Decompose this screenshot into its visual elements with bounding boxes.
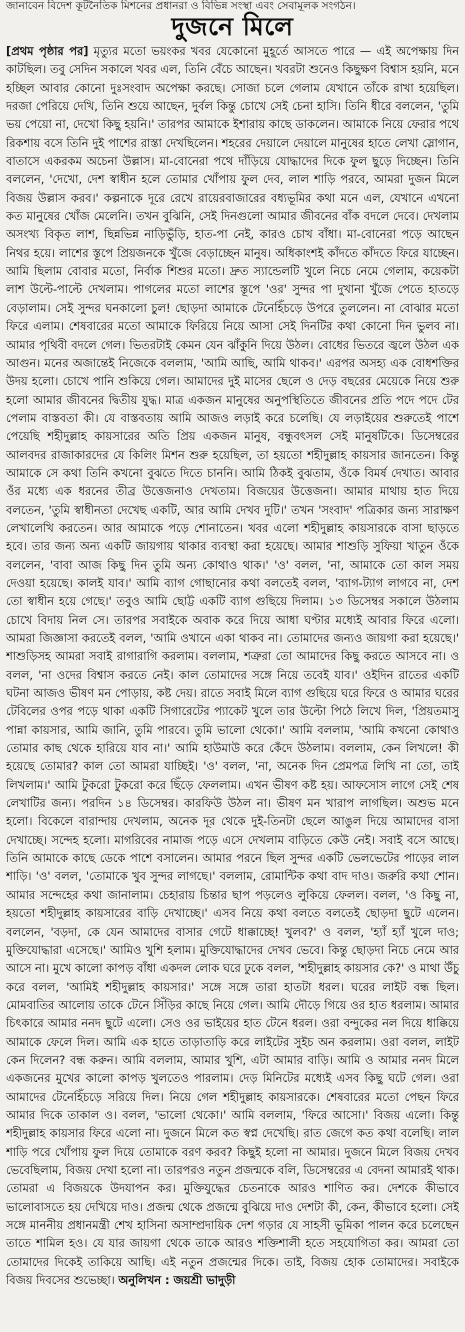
previous-article-fragment: জানাবেন বিদেশ কূটনৈতিক মিশনের প্রধানরা ও বিভিন্ন সংস্থা এবং সেবামূলক সংগঠন। (6, 0, 356, 12)
article-headline: দুজনে মিলে (171, 12, 294, 41)
continued-from-front-page-label: [প্রথম পৃষ্ঠার পর] (6, 44, 89, 58)
article-body (6, 42, 459, 1328)
article-byline: অনুলিখন : জয়শ্রী ভাদুড়ী (118, 1273, 236, 1288)
article-text: মৃত্যুর মতো ভয়ংকর খবর যেকোনো মুহূর্তে আসতে পারে — এই অপেক্ষায় দিন কাটছিল। তবু সেদিন সকালে খবর এল, তিনি বেঁচে আছেন। খবরটা শুনেও কিছুক্ষণ বিশ্বাস হয়নি, মনে হচ্ছিল আবার কোনো দুঃসংবাদ অপেক্ষা করছে। সোজা চলে গেলাম যেখানে তাঁকে রাখা হয়েছিল। দরজা পেরিয়ে দেখি, তিনি শুয়ে আছেন, দুর্বল কিন্তু চোখে সেই চেনা হাসি। তিনি ধীরে বললেন, 'তুমি ভয় পেয়ো না, দেখো কিছু হয়নি।' তারপর আমাকে ইশারায় কাছে ডাকলেন। আমাকে নিয়ে ফেরার পথে রিকশায় বসে তিনি দুই পাশের রাস্তা দেখছিলেন। শহরের দেয়ালে দেয়ালে মানুষের হাতে লেখা স্লোগান, বাতাসে একরকম অচেনা উল্লাস। মা-বোনেরা পথে দাঁড়িয়ে যোদ্ধাদের দিকে ফুল ছুড়ে দিচ্ছেন। তিনি বললেন, 'দেখো, দেশ স্বাধীন হলে তোমার খোঁপায় ফুল দেব, লাল শাড়ি পরবে, আমরা দুজন মিলে বিজয় উল্লাস করব।' কল্পনাকে দূরে রেখে রায়েরবাজারের বধ্যভূমির কথা মনে এল, যেখানে এখনো কত মানুষের খোঁজ মেলেনি। তখন বুঝিনি, সেই দিনগুলো আমার জীবনের বাঁক বদলে দেবে। দেখলাম অসংখ্য বিকৃত লাশ, ছিন্নভিন্ন নাড়িভুঁড়ি, হাত-পা নেই, কারও চোখ বাঁধা। মা-বোনেরা পড়ে আছেন নিথর হয়ে। লাশের স্তূপে প্রিয়জনকে খুঁজে বেড়াচ্ছেন মানুষ। অধিকাংশই কাঁদতে কাঁদতে ফিরে যাচ্ছেন। আমি ছিলাম বোবার মতো, নির্বাক শিশুর মতো। দ্রুত স্যান্ডেলটি খুলে নিচে নেমে গেলাম, কয়েকটা লাশ উল্টে-পাল্টে দেখলাম। পাগলের মতো লাশের স্তূপে 'ওর' সুন্দর পা দুখানা খুঁজে পেতে হাতড়ে বেড়ালাম। সেই সুন্দর ঘনকালো চুল! ছোড়দা আমাকে টেনেহিঁচড়ে উপরে তুললেন। না বোঝার মতো ফিরে এলাম। শেষবারের মতো আমাকে ফিরিয়ে নিয়ে আসা সেই দিনটির কথা কোনো দিন ভুলব না। আমার পৃথিবী বদলে গেল। ভিতরটাই কেমন যেন ঝাঁকুনি দিয়ে উঠল। বোধের ভিতরে জ্বলে উঠল এক আগুন। মনের অজান্তেই নিজেকে বললাম, 'আমি আছি, আমি থাকব।' এরপর অসহ্য এক বোধশক্তির উদয় হলো। চোখে পানি শুকিয়ে গেল। আমাদের দুই মাসের ছেলে ও দেড় বছরের মেয়েকে নিয়ে শুরু হলো আমার জীবনের দ্বিতীয় যুদ্ধ। মাত্র একজন মানুষের অনুপস্থিতিতে জীবনের প্রতি পদে পদে টের পেলাম বাস্তবতা কী। যে বাস্তবতায় আমি আজও লড়াই করে চলেছি। যে লড়াইয়ের শুরুতেই পাশে পেয়েছি শহীদুল্লাহ কায়সারের অতি প্রিয় একজন মানুষ, বন্ধুবৎসল সেই মানুষটিকে। ডিসেম্বরের আলবদর রাজাকারদের যে কিলিং মিশন শুরু হয়েছিল, তা হয়তো শহীদুল্লাহ কায়সার জানতেন। কিন্তু আমাকে সে কথা তিনি কখনো বুঝতে দিতে চাননি। আমি ঠিকই বুঝতাম, ওঁকে বিমর্ষ দেখাত। আবার ওঁর মধ্যে এক ধরনের তীব্র উত্তেজনাও দেখতাম। বিজয়ের উত্তেজনা। আমার মাথায় হাত দিয়ে বলতেন, 'তুমি স্বাধীনতা দেখেছ একটি, আর আমি দেখব দুটি।' তখন 'সংবাদ' পত্রিকার জন্য সারাক্ষণ লেখালেখি করতেন। আর আমাকে পড়ে শোনাতেন। খবর এলো শহীদুল্লাহ কায়সারকে বাসা ছাড়তে হবে। তার জন্য অন্য একটি জায়গায় থাকার ব্যবস্থা করা হয়েছে। আমার শাশুড়ি সুফিয়া খাতুন ওঁকে বললেন, 'বাবা আজ কিছু দিন তুমি অন্য কোথাও থাক।' 'ও' বলল, 'না, আমাকে তো কাল সময় দেওয়া হয়েছে। কালই যাব।' আমি ব্যাগ গোছানোর কথা বলতেই বলল, 'ব্যাগ-ট্যাগ লাগবে না, দেশ তো স্বাধীন হয়ে গেছে।' তবুও আমি ছোট্ট একটি ব্যাগ গুছিয়ে দিলাম। ১৩ ডিসেম্বর সকালে উঠলাম চোখে বিদায় নিল সে। তারপর সবাইকে অবাক করে দিয়ে আধা ঘণ্টার মধ্যেই আবার ফিরে এলো। আমরা জিজ্ঞাসা করতেই বলল, 'আমি ওখানে একা থাকব না। তোমাদের জন্যও জায়গা করা হয়েছে।' শাশুড়িসহ আমরা সবাই রাগারাগি করলাম। বললাম, শত্রুরা তো আমাদের কিছু করতে আসবে না। ও বলল, 'না ওদের বিশ্বাস করতে নেই। কাল তোমাদের সঙ্গে নিয়ে তবেই যাব।' ওইদিন রাতের একটি ঘটনা আজও ভীষণ মন পোড়ায়, কষ্ট দেয়। রাতে সবাই মিলে ব্যাগ গুছিয়ে ঘরে ফিরে ও আমার ঘরের টেবিলের ওপর পড়ে থাকা একটি সিগারেটের প্যাকেট খুলে তার উল্টো পিঠে লিখে দিল, 'প্রিয়তমাসু পান্না কায়সার, আমি জানি, তুমি পারবে। তুমি ভালো থেকো।' আমি বললাম, 'আমি কখনো কোথাও তোমার কাছ থেকে হারিয়ে যাব না।' আমি হাউমাউ করে কেঁদে উঠলাম। বললাম, কেন লিখলে! কী হয়েছে তোমার? কাল তো আমরা যাচ্ছিই। 'ও' বলল, 'না, অনেক দিন প্রেমপত্র লিখি না তো, তাই লিখলাম।' আমি টুকরো টুকরো করে ছিঁড়ে ফেললাম। এখন ভীষণ কষ্ট হয়। আফসোস লাগে সেই শেষ লেখাটির জন্য। পরদিন ১৪ ডিসেম্বর। কারফিউ উঠল না। ভীষণ মন খারাপ লাগছিল। অশুভ মনে হলো। বিকেলে বারান্দায় দেখলাম, অনেক দূর থেকে দুই-তিনটা ছেলে আঙুল দিয়ে আমাদের বাসা দেখাচ্ছে। সন্দেহ হলো। মাগরিবের নামাজ পড়ে এসে দেখলাম বাড়িতে কেউ নেই। সবাই বসে আছে। তিনি আমাকে কাছে ডেকে পাশে বসালেন। আমার পরনে ছিল সুন্দর একটি ভেলভেটের পাড়ের লাল শাড়ি। 'ও' বলল, 'তোমাকে খুব সুন্দর লাগছে।' বললাম, রোমান্টিক কথা বাদ দাও। জরুরি কথা শোন। আমার সন্দেহের কথা জানালাম। চেহারায় চিন্তার ছাপ পড়লেও লুকিয়ে ফেলল। বলল, 'ও কিছু না, হয়তো শহীদুল্লাহ কায়সারের বাড়ি দেখাচ্ছে।' এসব নিয়ে কথা বলতে বলতেই ছোড়দা ছুটে এলেন। বললেন, 'বড়দা, কে যেন আমাদের বাসার গেটে ধাক্কাচ্ছে! খুলব?' ও বলল, 'হ্যাঁ হ্যাঁ খুলে দাও; মুক্তিযোদ্ধারা এসেছে।' আমিও খুশি হলাম। মুক্তিযোদ্ধাদের দেখব ভেবে। কিন্তু ছোড়দা নিচে নেমে আর আসে না। মুখে কালো কাপড় বাঁধা একদল লোক ঘরে ঢুকে বলল, 'শহীদুল্লাহ কায়সার কে?' ও মাথা উঁচু করে বলল, 'আমিই শহীদুল্লাহ কায়সার।' সঙ্গে সঙ্গে তারা হাতটা ধরল। ঘরের লাইট বন্ধ ছিল। মোমবাতির আলোয় তাকে টেনে সিঁড়ির কাছে নিয়ে গেল। আমি দৌড়ে গিয়ে ওর হাত ধরলাম। আমার চিৎকারে আমার ননদ ছুটে এলো। সেও ওর ভাইয়ের হাত টেনে ধরল। ওরা বন্দুকের নল দিয়ে ধাক্কিয়ে আমাকে ফেলে দিল। আমি এক হাতে তাড়াতাড়ি করে লাইটের সুইচ অন করলাম। ওরা বলল, লাইট কেন দিলেন? বন্ধ করুন। আমি বললাম, আমার খুশি, এটা আমার বাড়ি। আমি ও আমার ননদ মিলে একজনের মুখের কালো কাপড় খুলতেও পারলাম। দেড় মিনিটের মধ্যেই এসব কিছু ঘটে গেল। ওরা আমাদের টেনেহিঁচড়ে সরিয়ে দিল। নিয়ে গেল শহীদুল্লাহ কায়সারকে। শেষবারের মতো পেছন ফিরে আমার দিকে তাকাল ও। বলল, 'ভালো থেকো।' আমি বললাম, 'ফিরে আসো।' বিজয় এলো। কিন্তু শহীদুল্লাহ কায়সার ফিরে এলো না। দুজনে মিলে কত স্বপ্ন দেখেছি। রাত জেগে কত কথা বলেছি। লাল শাড়ি পরে খোঁপায় ফুল দিয়ে তোমাকে বরণ করব? কিছুই হলো না আমার। দুজনে মিলে বিজয় দেখব ভেবেছিলাম, বিজয় দেখা হলো না। তারপরও নতুন প্রজন্মকে বলি, ডিসেম্বরের এ বেদনা আমারই থাক। তোমরা এ বিজয়কে উদযাপন কর। মুক্তিযুদ্ধের চেতনাকে আরও শাণিত কর। দেশকে কীভাবে ভালোবাসতে হয় দেখিয়ে দাও। প্রজন্ম থেকে প্রজন্মে বুঝিয়ে দাও দেশটা কী, কেন, কীভাবে হলো। সেই সঙ্গে মাননীয় প্রধানমন্ত্রী শেখ হাসিনা অসাম্প্রদায়িক দেশ গড়ার যে সাহসী ভূমিকা পালন করে চলেছেন তাতে শামিল হও। যে যার জায়গা থেকে তাকে আরও শক্তিশালী হতে সহযোগিতা কর। আমরা তো তোমাদের দিকেই তাকিয়ে আছি। এই নতুন প্রজন্মের দিকে। তাই, বিজয় হোক তোমাদের। সবাইকে বিজয় দিবসের শুভেচ্ছা। (6, 44, 459, 1288)
